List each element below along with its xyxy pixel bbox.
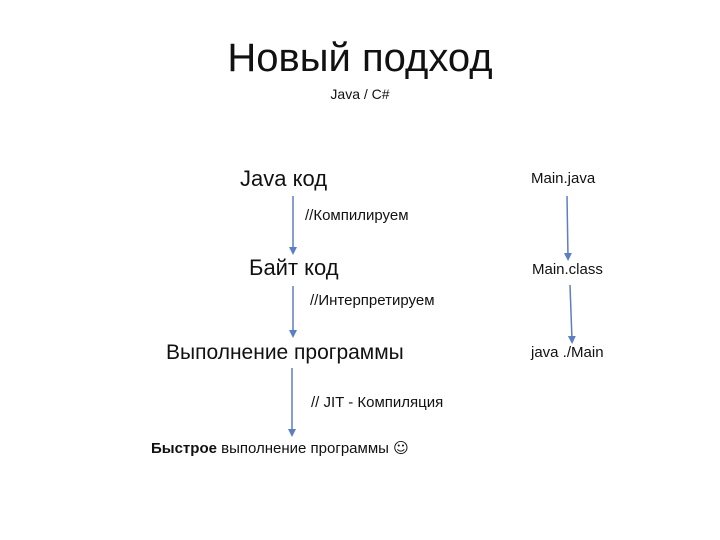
smiley-icon: ☺	[393, 439, 409, 457]
slide-title: Новый подход	[227, 36, 493, 80]
note-compile: //Компилируем	[305, 207, 409, 224]
node-java-code: Java код	[240, 166, 328, 191]
arrow-java-to-class	[567, 196, 568, 257]
arrow-class-to-run	[570, 285, 572, 340]
note-jit: // JIT - Компиляция	[311, 394, 444, 411]
node-execution: Выполнение программы	[166, 341, 404, 364]
final-bold-text: Быстрое	[151, 440, 217, 457]
step-run-main: java ./Main	[531, 344, 604, 361]
node-bytecode: Байт код	[249, 255, 339, 280]
slide-subtitle: Java / C#	[330, 86, 390, 102]
note-interpret: //Интерпретируем	[310, 292, 435, 309]
final-rest-text: выполнение программы	[216, 440, 394, 457]
step-main-java: Main.java	[531, 170, 596, 187]
step-main-class: Main.class	[532, 261, 603, 278]
